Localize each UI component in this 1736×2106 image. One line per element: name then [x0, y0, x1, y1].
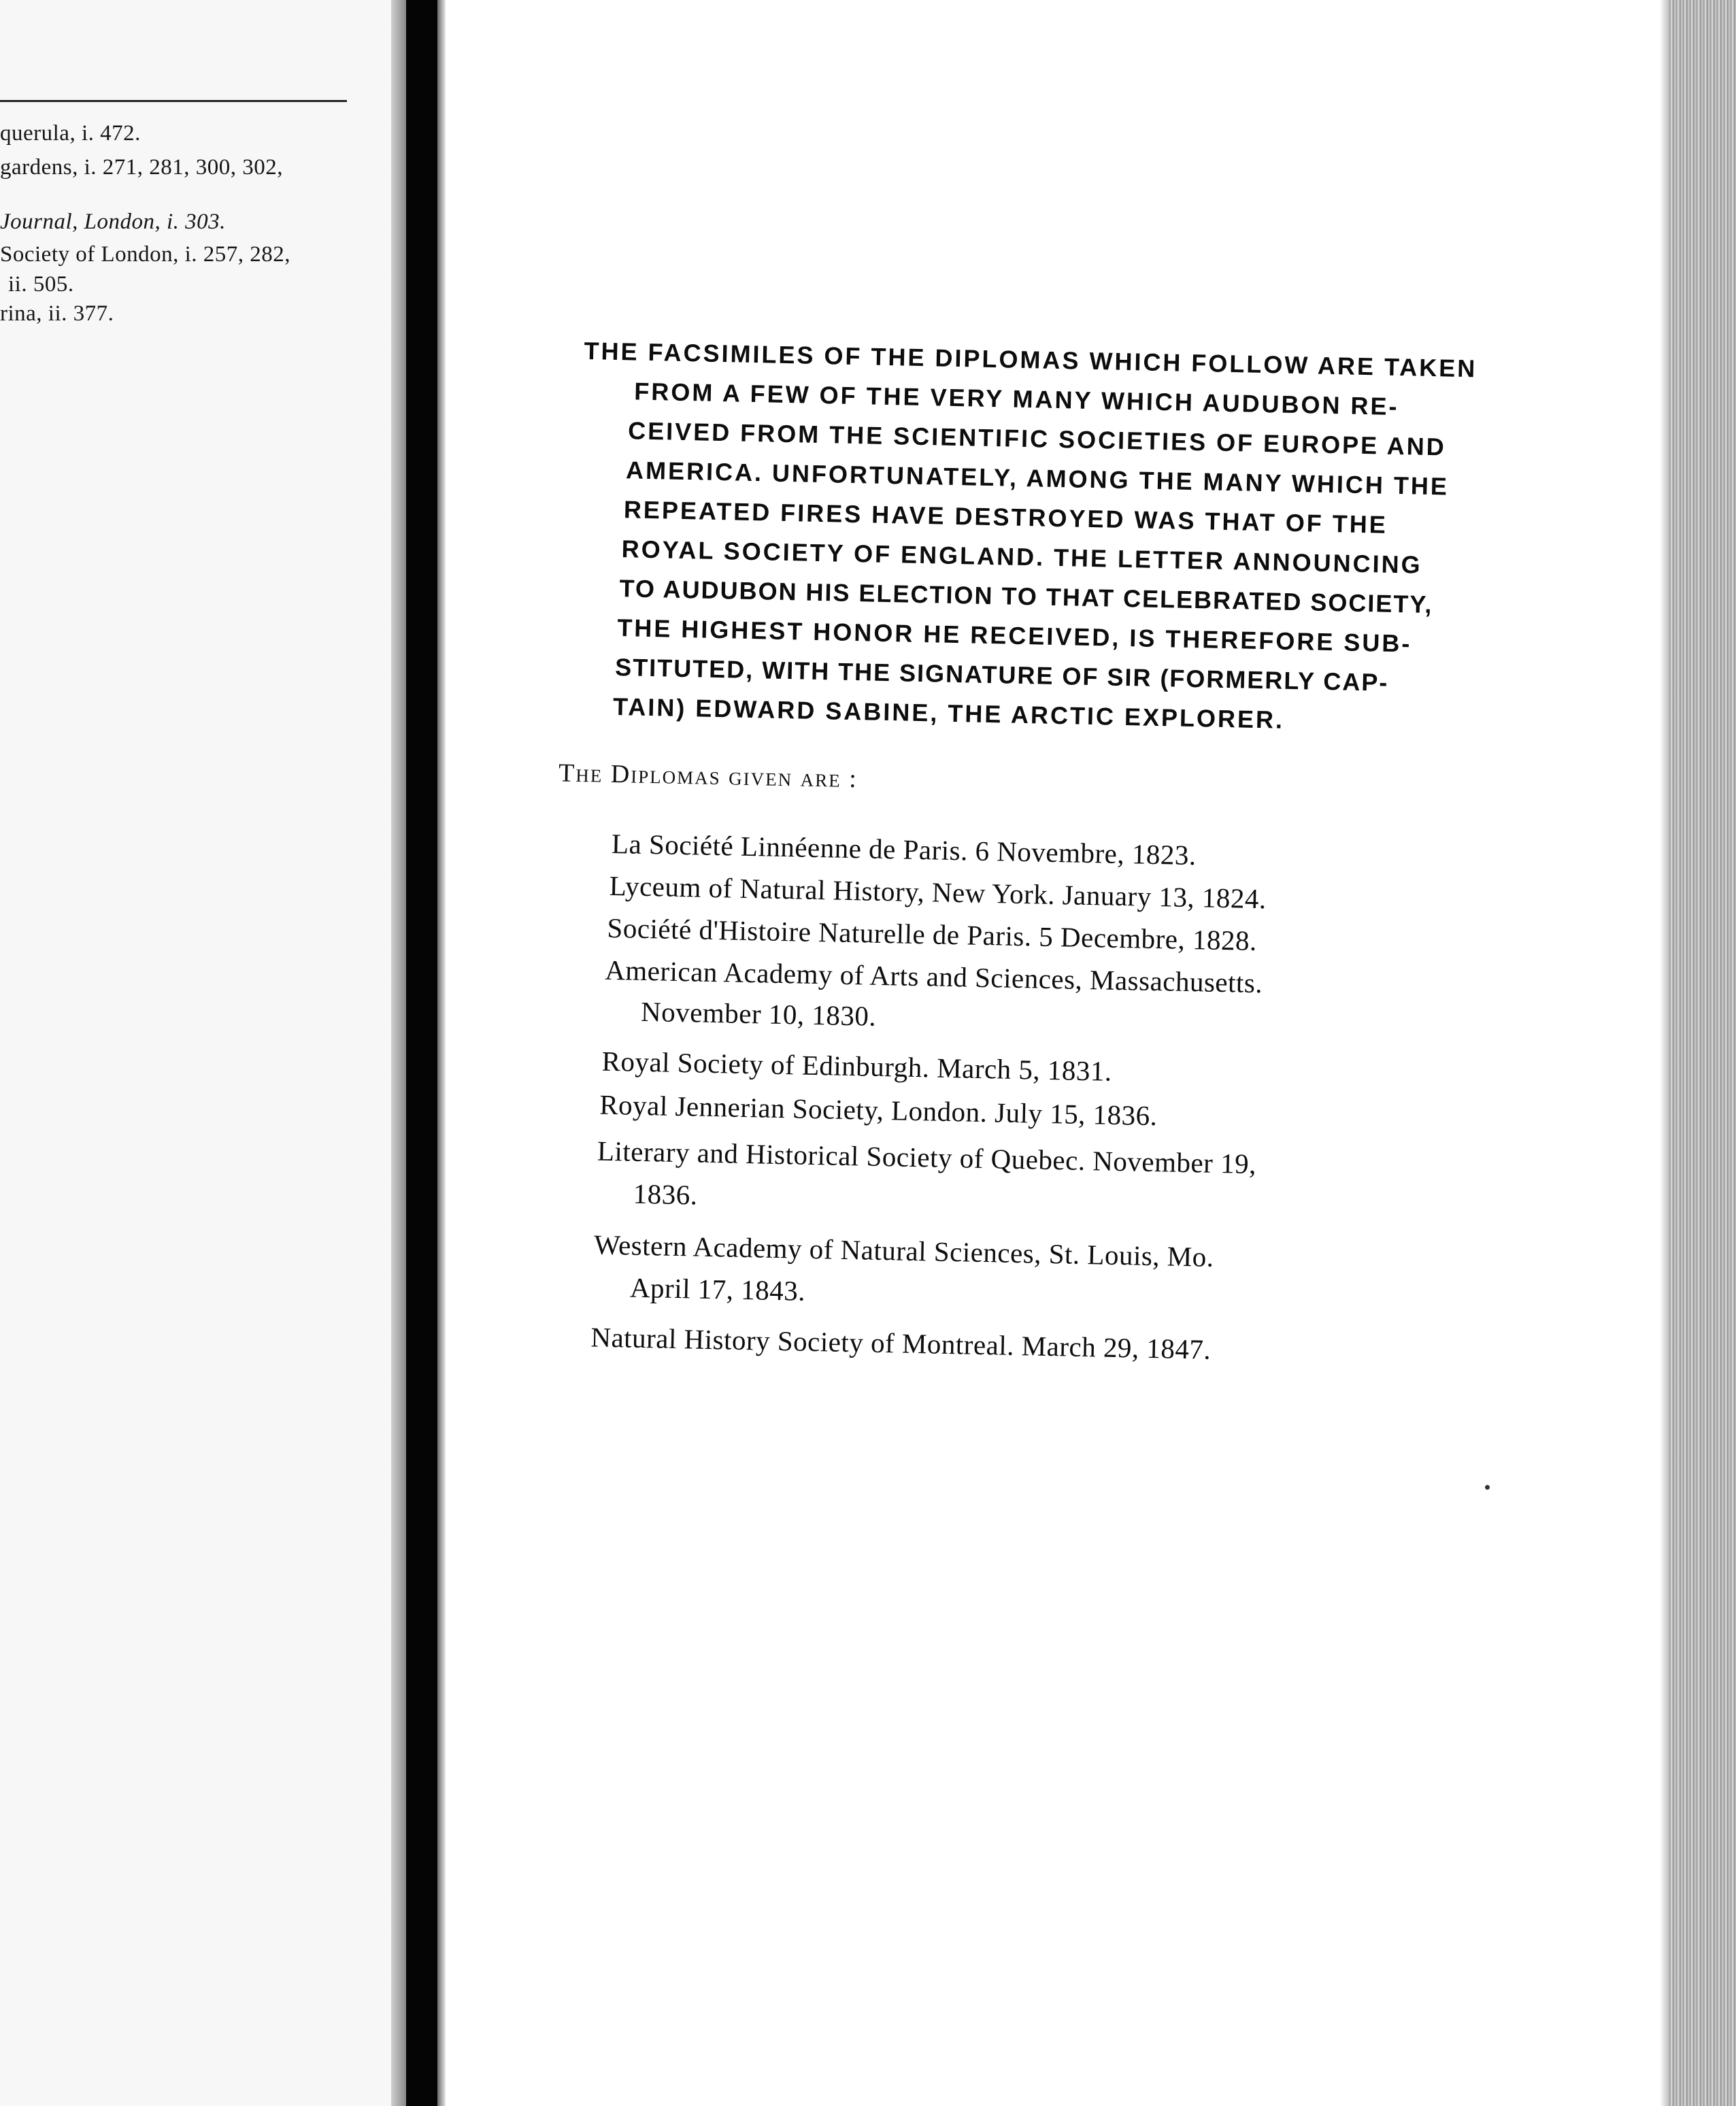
- diploma-entry: American Academy of Arts and Sciences, Massachusetts.: [604, 954, 1263, 999]
- intro-line: STITUTED, WITH THE SIGNATURE OF SIR (FORMERLY CAP-: [614, 653, 1389, 697]
- diploma-entry-continued: 1836.: [633, 1177, 698, 1211]
- paper-speck: [1485, 1485, 1490, 1490]
- index-line: Society of London, i. 257, 282,: [0, 242, 291, 267]
- diplomas-heading: The Diplomas given are :: [558, 758, 858, 794]
- diploma-entry: Natural History Society of Montreal. March 29, 1847.: [590, 1321, 1212, 1365]
- index-line: ii. 505.: [8, 272, 74, 297]
- intro-line: FROM A FEW OF THE VERY MANY WHICH AUDUBON RE-: [634, 377, 1399, 421]
- intro-line: AMERICA. UNFORTUNATELY, AMONG THE MANY WHICH THE: [625, 456, 1450, 501]
- intro-line: THE FACSIMILES OF THE DIPLOMAS WHICH FOLLOW ARE TAKEN: [584, 336, 1478, 383]
- intro-line: THE HIGHEST HONOR HE RECEIVED, IS THEREFORE SUB-: [617, 614, 1412, 658]
- diploma-entry-continued: November 10, 1830.: [640, 995, 877, 1032]
- intro-line: REPEATED FIRES HAVE DESTROYED WAS THAT OF THE: [623, 495, 1388, 539]
- intro-line: CEIVED FROM THE SCIENTIFIC SOCIETIES OF EUROPE AND: [627, 416, 1447, 461]
- index-line: rina, ii. 377.: [0, 301, 114, 326]
- index-line: Journal, London, i. 303.: [0, 210, 226, 234]
- diploma-entry: Lyceum of Natural History, New York. January 13, 1824.: [609, 869, 1267, 915]
- diploma-entry: Western Academy of Natural Sciences, St. Louis, Mo.: [593, 1228, 1214, 1273]
- intro-line: TAIN) EDWARD SABINE, THE ARCTIC EXPLORER.: [612, 692, 1285, 734]
- index-line: querula, i. 472.: [0, 121, 141, 146]
- diploma-entry: Société d'Histoire Naturelle de Paris. 5 Decembre, 1828.: [607, 912, 1258, 957]
- diploma-entry: Royal Society of Edinburgh. March 5, 1831.: [601, 1045, 1113, 1087]
- intro-line: TO AUDUBON HIS ELECTION TO THAT CELEBRATED SOCIETY,: [619, 574, 1433, 619]
- diploma-entry: Literary and Historical Society of Quebec. November 19,: [597, 1135, 1257, 1180]
- diploma-entry: Royal Jennerian Society, London. July 15, 1836.: [599, 1088, 1158, 1132]
- index-line: gardens, i. 271, 281, 300, 302,: [0, 155, 284, 180]
- intro-line: ROYAL SOCIETY OF ENGLAND. THE LETTER ANNOUNCING: [621, 535, 1423, 579]
- diploma-entry-continued: April 17, 1843.: [629, 1271, 806, 1307]
- diploma-entry: La Société Linnéenne de Paris. 6 Novembre, 1823.: [611, 827, 1197, 871]
